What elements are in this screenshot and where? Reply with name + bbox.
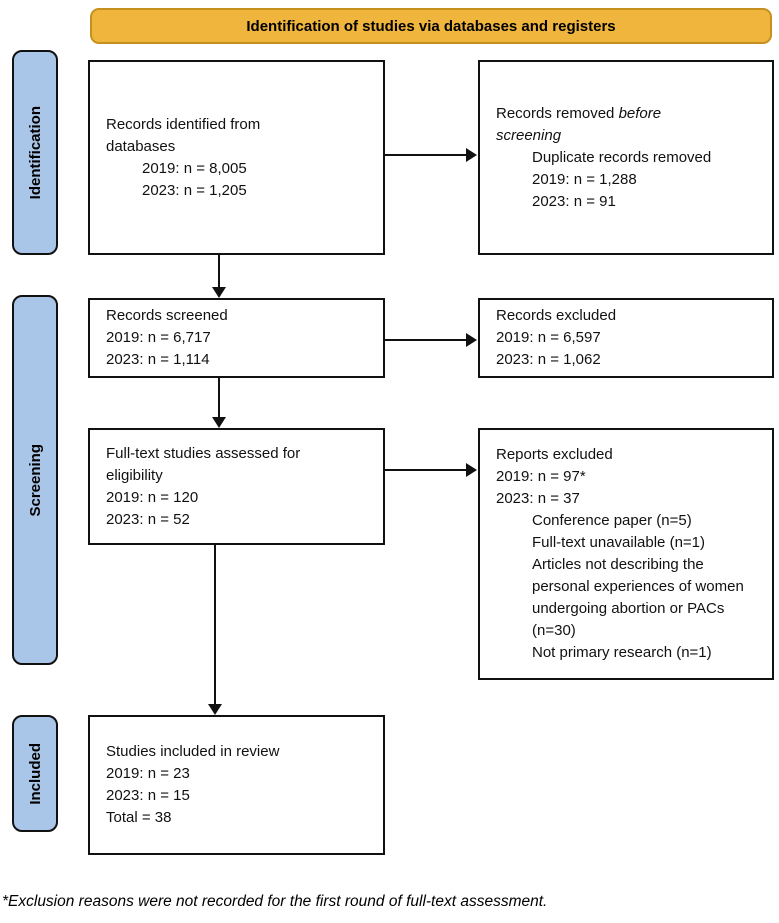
box-line: 2019: n = 120 [106, 488, 199, 506]
box-line: 2019: n = 23 [106, 765, 190, 782]
box-line: 2023: n = 52 [106, 510, 190, 528]
arrow-right-icon [385, 154, 467, 156]
box-exclusion-reason: Full-text unavailable (n=1) [532, 534, 706, 551]
box-line: 2023: n = 1,062 [496, 351, 601, 368]
stage-label-identification [12, 50, 58, 255]
box-line: Records identified from [106, 115, 261, 133]
box-line: eligibility [106, 466, 163, 484]
box-line-text: Records removed [496, 104, 619, 122]
stage-label-screening [12, 295, 58, 665]
box-records-screened [88, 298, 385, 378]
box-reports-excluded [478, 428, 774, 680]
box-fulltext-assessed [88, 428, 385, 545]
box-exclusion-reason: Conference paper (n=5) [532, 512, 692, 529]
box-line: 2023: n = 1,114 [106, 351, 210, 368]
box-line: 2019: n = 6,597 [496, 329, 601, 346]
arrow-right-icon [385, 339, 467, 341]
box-line: 2023: n = 37 [496, 490, 580, 507]
box-line: Records screened [106, 307, 228, 324]
box-line: 2019: n = 6,717 [106, 329, 211, 346]
box-line [496, 103, 764, 125]
box-line: Records excluded [496, 307, 617, 324]
box-line: Duplicate records removed [532, 148, 712, 166]
stage-label-included [12, 715, 58, 832]
box-line: Total = 38 [106, 809, 172, 826]
box-line: 2019: n = 1,288 [532, 170, 637, 188]
box-line: screening [496, 126, 562, 144]
box-line: 2023: n = 91 [532, 192, 616, 210]
stage-label-identification-text: Identification [26, 105, 44, 200]
box-exclusion-reason: Articles not describing the personal experiences of women undergoing abortion or PACs (n=30) [532, 556, 744, 639]
box-line: Studies included in review [106, 743, 280, 760]
stage-label-screening-text: Screening [26, 443, 44, 517]
footnote: *Exclusion reasons were not recorded for the first round of full-text assessment. [2, 893, 548, 910]
box-exclusion-reason: Not primary research (n=1) [532, 644, 712, 661]
arrow-down-icon [218, 378, 220, 418]
box-line: 2023: n = 15 [106, 787, 190, 804]
stage-label-included-text: Included [26, 742, 44, 805]
box-line-italic-text: before [618, 104, 662, 122]
arrow-down-icon [218, 255, 220, 288]
box-records-identified [88, 60, 385, 255]
arrow-down-icon [214, 545, 216, 705]
box-line: databases [106, 137, 176, 155]
box-records-removed [478, 60, 774, 255]
box-studies-included [88, 715, 385, 855]
box-line: 2019: n = 8,005 [142, 159, 247, 177]
box-line: Reports excluded [496, 446, 613, 463]
box-line: 2019: n = 97* [496, 468, 586, 485]
arrow-right-icon [385, 469, 467, 471]
banner-title-text: Identification of studies via databases and registers [246, 17, 616, 35]
box-line: Full-text studies assessed for [106, 444, 301, 462]
box-records-excluded [478, 298, 774, 378]
banner-title [90, 8, 772, 44]
box-line: 2023: n = 1,205 [142, 181, 247, 199]
